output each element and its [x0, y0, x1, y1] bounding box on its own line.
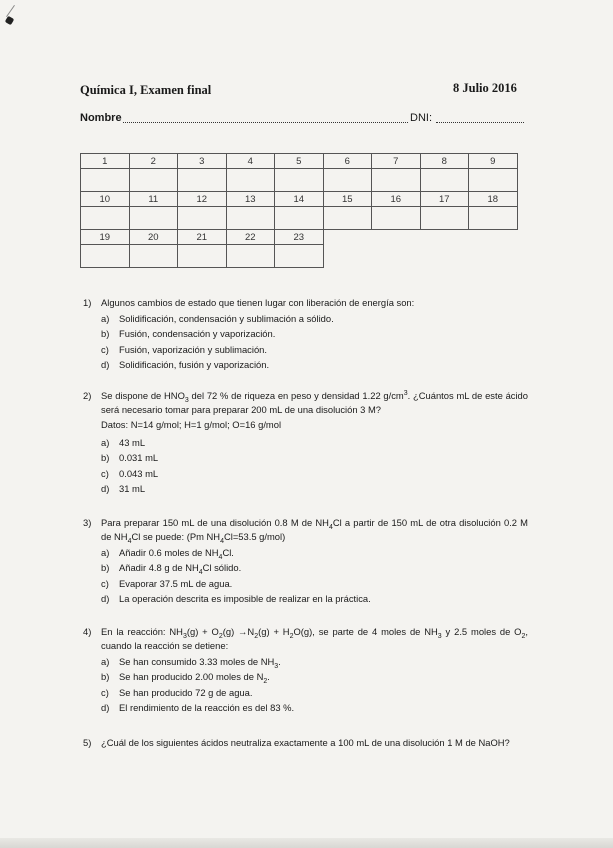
answer-cell[interactable]	[469, 169, 518, 192]
grid-empty	[372, 245, 421, 268]
answer-cell[interactable]	[226, 169, 275, 192]
grid-number: 13	[226, 192, 275, 207]
grid-number: 10	[81, 192, 130, 207]
grid-number: 3	[178, 154, 227, 169]
option-letter: a)	[101, 313, 110, 324]
option-a[interactable]	[101, 545, 528, 560]
answer-cell[interactable]	[226, 245, 275, 268]
answer-cell[interactable]	[275, 207, 324, 230]
question-options	[101, 435, 528, 496]
option-letter: b)	[101, 671, 110, 683]
ink-dot-mark	[5, 16, 15, 26]
option-text: Fusión, condensación y vaporización.	[119, 328, 276, 340]
grid-empty	[372, 230, 421, 245]
answer-cell[interactable]	[81, 245, 130, 268]
answer-cell[interactable]	[372, 169, 421, 192]
option-d[interactable]	[101, 591, 528, 606]
option-text: Fusión, vaporización y sublimación.	[119, 343, 267, 355]
option-letter: c)	[101, 686, 109, 698]
option-text: 43 mL	[119, 437, 146, 448]
question-number: 1)	[83, 297, 92, 308]
question-text: Se dispone de $HNO_3$ del 72 % de riqueza en peso y densidad 1.22 $g/cm^3$. ¿Cuántos mL de este ácido será necesario tomar para preparar 200 mL de una disolución 3 M?	[101, 389, 528, 415]
option-b[interactable]	[101, 450, 528, 465]
answer-cell[interactable]	[129, 245, 178, 268]
option-letter: a)	[101, 547, 110, 558]
answer-cell[interactable]	[178, 207, 227, 230]
option-text: 0.043 mL	[119, 467, 159, 479]
option-letter: d)	[101, 358, 110, 370]
grid-number: 1	[81, 154, 130, 169]
question-number: 2)	[83, 390, 92, 401]
answer-cell[interactable]	[420, 207, 469, 230]
question-text: Algunos cambios de estado que tienen lugar con liberación de energía son:	[101, 297, 415, 308]
question-text: Para preparar 150 mL de una disolución 0.8 M de $NH_4Cl$ a partir de 150 mL de otra disolución 0.2 M de $NH_4Cl$ se puede: (Pm $NH_4Cl=53.5$ g/mol)	[101, 517, 528, 545]
answer-cell[interactable]	[372, 207, 421, 230]
grid-number: 22	[226, 230, 275, 245]
option-d[interactable]	[101, 481, 528, 496]
grid-empty	[469, 230, 518, 245]
option-letter: b)	[101, 562, 110, 574]
dni-field[interactable]	[436, 121, 524, 123]
option-letter: d)	[101, 482, 110, 494]
option-text: Solidificación, condensación y sublimación a sólido.	[119, 313, 334, 324]
option-b[interactable]	[101, 560, 528, 575]
grid-empty	[323, 245, 372, 268]
grid-number: 6	[323, 154, 372, 169]
grid-number: 23	[275, 230, 324, 245]
option-a[interactable]	[101, 311, 528, 326]
option-c[interactable]	[101, 342, 528, 357]
grid-number: 7	[372, 154, 421, 169]
grid-number: 20	[129, 230, 178, 245]
dni-label: DNI:	[410, 112, 432, 124]
nombre-label: Nombre	[80, 112, 122, 124]
answer-cell[interactable]	[129, 207, 178, 230]
answer-cell[interactable]	[81, 169, 130, 192]
answer-cell[interactable]	[275, 169, 324, 192]
answer-grid-row-numbers-3	[81, 230, 518, 245]
scan-bottom-edge	[0, 838, 613, 848]
answer-grid-row-answers-3	[81, 245, 518, 268]
grid-number: 5	[275, 154, 324, 169]
question-1	[83, 296, 528, 372]
option-a[interactable]	[101, 654, 528, 669]
option-letter: b)	[101, 328, 110, 340]
option-text: La operación descrita es imposible de realizar en la práctica.	[119, 592, 371, 604]
answer-cell[interactable]	[178, 169, 227, 192]
option-a[interactable]	[101, 435, 528, 450]
grid-empty	[420, 245, 469, 268]
option-text: Añadir 4.8 g de $NH_4Cl$ sólido.	[119, 562, 242, 577]
question-datos: Datos: N=14 g/mol; H=1 g/mol; O=16 g/mol	[101, 419, 282, 430]
option-text: 0.031 mL	[119, 452, 159, 464]
answer-grid-row-numbers-1	[81, 154, 518, 169]
option-letter: c)	[101, 343, 109, 355]
option-letter: b)	[101, 452, 110, 464]
grid-number: 16	[372, 192, 421, 207]
option-c[interactable]	[101, 466, 528, 481]
question-3	[83, 516, 528, 606]
grid-empty	[469, 245, 518, 268]
grid-number: 8	[420, 154, 469, 169]
option-letter: d)	[101, 592, 110, 604]
option-d[interactable]	[101, 357, 528, 372]
answer-cell[interactable]	[275, 245, 324, 268]
option-c[interactable]	[101, 576, 528, 591]
answer-cell[interactable]	[323, 169, 372, 192]
option-text: Se han consumido 3.33 moles de $NH_3$.	[119, 656, 281, 670]
option-d[interactable]	[101, 700, 528, 715]
question-options	[101, 654, 528, 715]
option-text: 31 mL	[119, 482, 146, 494]
grid-number: 17	[420, 192, 469, 207]
grid-number: 9	[469, 154, 518, 169]
option-b[interactable]	[101, 669, 528, 684]
option-c[interactable]	[101, 685, 528, 700]
option-b[interactable]	[101, 326, 528, 341]
answer-grid-row-numbers-2	[81, 192, 518, 207]
answer-cell[interactable]	[420, 169, 469, 192]
grid-number: 18	[469, 192, 518, 207]
answer-grid-row-answers-2	[81, 207, 518, 230]
exam-title: Química I, Examen final	[80, 83, 212, 97]
option-letter: c)	[101, 467, 109, 479]
grid-empty	[420, 230, 469, 245]
question-5	[83, 736, 528, 750]
question-number: 4)	[83, 626, 92, 637]
option-text: Solidificación, fusión y vaporización.	[119, 358, 270, 370]
answer-cell[interactable]	[129, 169, 178, 192]
question-text: En la reacción: $NH_3(g) + O_2(g) \to N_2(g) + H_2O(g)$, se parte de 4 moles de $NH_3$ y 2.5 moles de $O_2$, cuando la reacción se detiene:	[101, 626, 528, 651]
option-text: El rendimiento de la reacción es del 83 %.	[119, 701, 295, 713]
grid-number: 21	[178, 230, 227, 245]
answer-grid	[80, 153, 518, 268]
option-letter: d)	[101, 701, 110, 713]
grid-number: 11	[129, 192, 178, 207]
grid-number: 14	[275, 192, 324, 207]
grid-number: 15	[323, 192, 372, 207]
answer-cell[interactable]	[226, 207, 275, 230]
answer-grid-row-answers-1	[81, 169, 518, 192]
exam-date: 8 Julio 2016	[453, 81, 517, 95]
answer-cell[interactable]	[469, 207, 518, 230]
question-text: ¿Cuál de los siguientes ácidos neutraliza exactamente a 100 mL de una disolución 1 M de NaOH?	[101, 737, 510, 748]
question-options	[101, 545, 528, 606]
option-text: Añadir 0.6 moles de $NH_4Cl$.	[119, 547, 234, 561]
question-number: 3)	[83, 517, 92, 528]
answer-cell[interactable]	[323, 207, 372, 230]
question-number: 5)	[83, 737, 92, 748]
nombre-field[interactable]	[123, 121, 408, 123]
option-text: Evaporar 37.5 mL de agua.	[119, 577, 233, 589]
grid-number: 12	[178, 192, 227, 207]
option-text: Se han producido 2.00 moles de $N_2$.	[119, 671, 270, 686]
option-text: Se han producido 72 g de agua.	[119, 686, 253, 698]
grid-number: 2	[129, 154, 178, 169]
answer-cell[interactable]	[81, 207, 130, 230]
question-options	[101, 311, 528, 372]
option-letter: a)	[101, 656, 110, 667]
question-4	[83, 625, 528, 715]
grid-number: 19	[81, 230, 130, 245]
grid-empty	[323, 230, 372, 245]
option-letter: a)	[101, 437, 110, 448]
option-letter: c)	[101, 577, 109, 589]
question-2	[83, 389, 528, 496]
answer-cell[interactable]	[178, 245, 227, 268]
grid-number: 4	[226, 154, 275, 169]
